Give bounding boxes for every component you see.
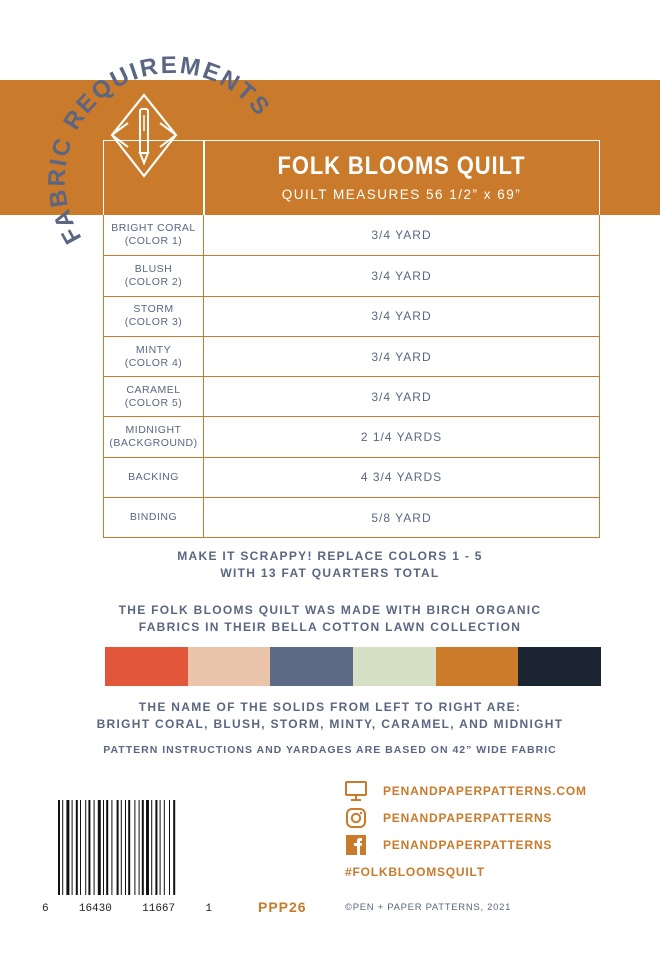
fabric-yardage: 3/4 YARD (371, 389, 432, 404)
color-swatch (105, 647, 188, 686)
color-swatch (270, 647, 353, 686)
barcode-digit-group: 1 (205, 903, 212, 915)
yardage-note: PATTERN INSTRUCTIONS AND YARDAGES ARE BASED ON 42” WIDE FABRIC (103, 744, 557, 756)
fabric-label: CARAMEL (COLOR 5) (104, 377, 204, 416)
quilt-title-block (103, 140, 600, 215)
requirements-table (103, 215, 600, 538)
arc-heading-text: FABRIC REQUIREMENTS (43, 51, 276, 249)
website-text: PENANDPAPERPATTERNS.COM (383, 784, 587, 798)
scrappy-note (0, 548, 660, 582)
barcode-digit-group: 16430 (78, 903, 112, 915)
scrappy-note-line-2: WITH 13 FAT QUARTERS TOTAL (220, 566, 440, 580)
solids-note-line-1: THE NAME OF THE SOLIDS FROM LEFT TO RIGHT ARE: (138, 700, 522, 714)
website-link[interactable] (345, 780, 587, 802)
scrappy-note-line-1: MAKE IT SCRAPPY! REPLACE COLORS 1 - 5 (177, 549, 483, 563)
hashtag: #FOLKBLOOMSQUILT (345, 865, 485, 879)
table-row (104, 457, 599, 497)
table-row (104, 296, 599, 336)
fabric-source-note (0, 602, 660, 636)
table-row (104, 376, 599, 416)
table-row (104, 255, 599, 295)
table-row (104, 336, 599, 376)
color-swatch (436, 647, 519, 686)
fabric-source-line-1: THE FOLK BLOOMS QUILT WAS MADE WITH BIRCH ORGANIC (118, 603, 542, 617)
fabric-yardage: 5/8 YARD (371, 510, 432, 525)
fabric-yardage: 3/4 YARD (371, 309, 432, 324)
quilt-title: FOLK BLOOMS QUILT (277, 152, 526, 180)
fabric-yardage: 4 3/4 YARDS (360, 470, 443, 485)
fabric-yardage: 2 1/4 YARDS (360, 430, 443, 445)
instagram-link[interactable] (345, 807, 552, 829)
fabric-label: BINDING (104, 498, 204, 537)
fabric-yardage: 3/4 YARD (371, 268, 432, 283)
fabric-label: MIDNIGHT (BACKGROUND) (104, 417, 204, 456)
copyright: ©PEN + PAPER PATTERNS, 2021 (345, 902, 512, 913)
barcode (58, 800, 196, 895)
color-swatch (188, 647, 271, 686)
quilt-dimensions: QUILT MEASURES 56 1/2” x 69” (281, 187, 522, 202)
barcode-digit-group: 6 (42, 903, 49, 915)
fabric-label: STORM (COLOR 3) (104, 297, 204, 336)
solids-note-line-2: BRIGHT CORAL, BLUSH, STORM, MINTY, CARAMEL, AND MIDNIGHT (96, 717, 564, 731)
color-swatches (105, 647, 601, 686)
barcode-digits (42, 903, 212, 915)
facebook-link[interactable] (345, 834, 552, 856)
fabric-label: BRIGHT CORAL (COLOR 1) (104, 215, 204, 255)
instagram-icon (345, 807, 367, 829)
facebook-icon (345, 834, 367, 856)
table-row (104, 416, 599, 456)
table-row (104, 497, 599, 537)
fabric-yardage: 3/4 YARD (371, 349, 432, 364)
fabric-source-line-2: FABRICS IN THEIR BELLA COTTON LAWN COLLECTION (138, 620, 522, 634)
color-swatch (353, 647, 436, 686)
color-swatch (518, 647, 601, 686)
monitor-icon (345, 780, 367, 802)
title-divider (203, 140, 205, 215)
facebook-text: PENANDPAPERPATTERNS (383, 838, 553, 852)
instagram-text: PENANDPAPERPATTERNS (383, 811, 553, 825)
product-code: PPP26 (258, 899, 307, 915)
table-row (104, 215, 599, 255)
barcode-digit-group: 11667 (142, 903, 176, 915)
fabric-label: BLUSH (COLOR 2) (104, 256, 204, 295)
fabric-yardage: 3/4 YARD (371, 228, 432, 243)
fabric-label: MINTY (COLOR 4) (104, 337, 204, 376)
solids-note (0, 699, 660, 733)
fabric-label: BACKING (104, 458, 204, 497)
